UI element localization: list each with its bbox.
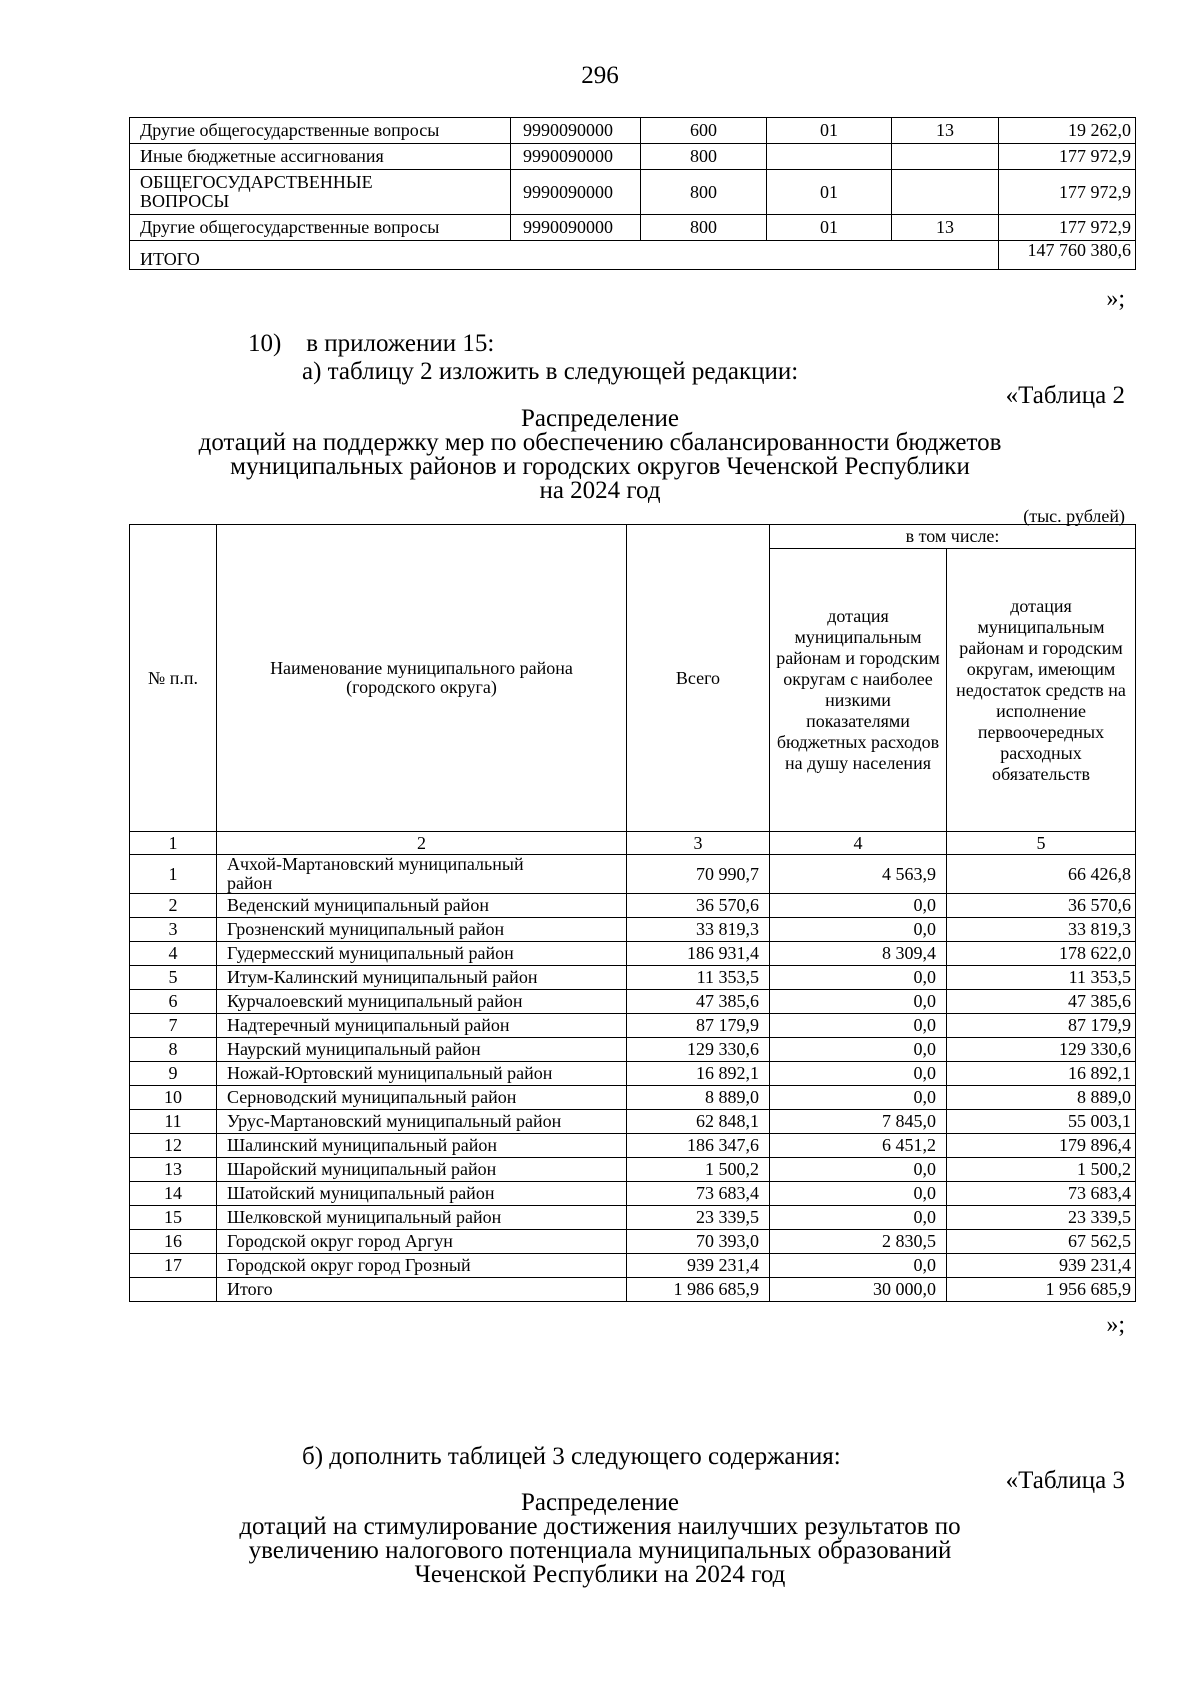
total-sum: 1 986 685,9 (627, 1278, 770, 1302)
row-col5: 1 500,2 (947, 1158, 1136, 1182)
table2-row (130, 918, 1136, 942)
row-col4: 8 309,4 (770, 942, 947, 966)
row-number: 17 (130, 1254, 217, 1278)
table2 (129, 524, 1136, 1302)
header-col4: дотация муниципальным районам и городским округам с наиболее низкими показателями бюджетных расходов на душу населения (770, 549, 947, 832)
row-number: 4 (130, 942, 217, 966)
row-district-name: Курчалоевский муниципальный район (217, 990, 627, 1014)
table2-total-row (130, 1278, 1136, 1302)
row-district-name: Ачхой-Мартановский муниципальный район (217, 855, 627, 894)
row-code: 9990090000 (511, 118, 641, 144)
row-rz: 01 (767, 118, 892, 144)
row-total: 47 385,6 (627, 990, 770, 1014)
row-amount: 177 972,9 (999, 215, 1136, 241)
row-amount: 177 972,9 (999, 170, 1136, 215)
row-total: 33 819,3 (627, 918, 770, 942)
table2-header-row (130, 525, 1136, 549)
row-district-name: Грозненский муниципальный район (217, 918, 627, 942)
row-vr: 800 (641, 215, 767, 241)
row-total: 70 393,0 (627, 1230, 770, 1254)
row-code: 9990090000 (511, 170, 641, 215)
row-col4: 4 563,9 (770, 855, 947, 894)
row-number: 2 (130, 894, 217, 918)
row-name: Другие общегосударственные вопросы (130, 215, 511, 241)
total-label: Итого (217, 1278, 627, 1302)
header-total: Всего (627, 525, 770, 832)
row-col5: 36 570,6 (947, 894, 1136, 918)
row-total: 8 889,0 (627, 1086, 770, 1110)
header-col5: дотация муниципальным районам и городским округам, имеющим недостаток средств на исполнение первоочередных расходных обязательств (947, 549, 1136, 832)
table2-heading-1: Распределение (521, 405, 679, 432)
row-number: 16 (130, 1230, 217, 1254)
continuation-total-label: ИТОГО (130, 241, 999, 270)
subitem-a: а) таблицу 2 изложить в следующей редакции: (302, 358, 799, 385)
continuation-table (129, 117, 1136, 270)
row-col5: 66 426,8 (947, 855, 1136, 894)
row-number: 12 (130, 1134, 217, 1158)
row-number: 11 (130, 1110, 217, 1134)
row-number: 15 (130, 1206, 217, 1230)
closing-quote: »; (1106, 286, 1125, 312)
table3-heading-2: дотаций на стимулирование достижения наилучших результатов по (239, 1513, 961, 1540)
row-col4: 0,0 (770, 1158, 947, 1182)
row-rz: 01 (767, 215, 892, 241)
row-district-name: Надтеречный муниципальный район (217, 1014, 627, 1038)
row-district-name: Итум-Калинский муниципальный район (217, 966, 627, 990)
row-district-name: Гудермесский муниципальный район (217, 942, 627, 966)
table3-heading-4: Чеченской Республики на 2024 год (414, 1561, 786, 1588)
row-col4: 0,0 (770, 1014, 947, 1038)
row-col5: 16 892,1 (947, 1062, 1136, 1086)
row-col5: 55 003,1 (947, 1110, 1136, 1134)
row-col4: 7 845,0 (770, 1110, 947, 1134)
table2-row (130, 855, 1136, 894)
header-no: № п.п. (130, 525, 217, 832)
row-total: 36 570,6 (627, 894, 770, 918)
row-district-name: Наурский муниципальный район (217, 1038, 627, 1062)
row-total: 73 683,4 (627, 1182, 770, 1206)
table2-row (130, 1206, 1136, 1230)
row-total: 939 231,4 (627, 1254, 770, 1278)
row-district-name: Шелковской муниципальный район (217, 1206, 627, 1230)
row-col4: 0,0 (770, 1206, 947, 1230)
table2-row (130, 1110, 1136, 1134)
table2-row (130, 1182, 1136, 1206)
row-pr (892, 170, 999, 215)
header-name: Наименование муниципального района (городского округа) (217, 525, 627, 832)
row-district-name: Шаройский муниципальный район (217, 1158, 627, 1182)
row-col5: 33 819,3 (947, 918, 1136, 942)
units-label: (тыс. рублей) (1023, 506, 1125, 526)
row-col4: 0,0 (770, 1086, 947, 1110)
table2-row (130, 1014, 1136, 1038)
table3-heading-1: Распределение (521, 1489, 679, 1516)
row-number: 13 (130, 1158, 217, 1182)
row-vr: 600 (641, 118, 767, 144)
row-col4: 0,0 (770, 918, 947, 942)
row-total: 186 347,6 (627, 1134, 770, 1158)
row-total: 70 990,7 (627, 855, 770, 894)
table2-row (130, 1254, 1136, 1278)
row-rz (767, 144, 892, 170)
header-including: в том числе: (770, 525, 1136, 549)
page-number: 296 (581, 62, 619, 89)
total-c4: 30 000,0 (770, 1278, 947, 1302)
row-total: 62 848,1 (627, 1110, 770, 1134)
row-amount: 19 262,0 (999, 118, 1136, 144)
table2-row (130, 894, 1136, 918)
table2-label: «Таблица 2 (1005, 382, 1125, 409)
row-vr: 800 (641, 144, 767, 170)
row-total: 16 892,1 (627, 1062, 770, 1086)
row-district-name: Веденский муниципальный район (217, 894, 627, 918)
col-index-5: 5 (947, 832, 1136, 855)
item-10 (248, 330, 494, 358)
table2-row (130, 1230, 1136, 1254)
row-col4: 0,0 (770, 1182, 947, 1206)
row-col5: 87 179,9 (947, 1014, 1136, 1038)
row-number: 7 (130, 1014, 217, 1038)
row-code: 9990090000 (511, 144, 641, 170)
continuation-row (130, 118, 1136, 144)
row-name: ОБЩЕГОСУДАРСТВЕННЫЕ ВОПРОСЫ (130, 170, 511, 215)
row-number: 3 (130, 918, 217, 942)
row-total: 1 500,2 (627, 1158, 770, 1182)
total-c5: 1 956 685,9 (947, 1278, 1136, 1302)
row-district-name: Шалинский муниципальный район (217, 1134, 627, 1158)
row-number: 9 (130, 1062, 217, 1086)
row-district-name: Ножай-Юртовский муниципальный район (217, 1062, 627, 1086)
table2-row (130, 1158, 1136, 1182)
continuation-row (130, 144, 1136, 170)
table2-heading-4: на 2024 год (539, 477, 661, 504)
continuation-total-amount: 147 760 380,6 (999, 241, 1136, 270)
row-col5: 179 896,4 (947, 1134, 1136, 1158)
col-index-4: 4 (770, 832, 947, 855)
col-index-3: 3 (627, 832, 770, 855)
table2-heading-3: муниципальных районов и городских округов Чеченской Республики (230, 453, 970, 480)
row-vr: 800 (641, 170, 767, 215)
row-pr: 13 (892, 215, 999, 241)
table2-row (130, 1062, 1136, 1086)
row-district-name: Городской округ город Аргун (217, 1230, 627, 1254)
row-col5: 939 231,4 (947, 1254, 1136, 1278)
row-number: 14 (130, 1182, 217, 1206)
continuation-row (130, 215, 1136, 241)
row-col5: 8 889,0 (947, 1086, 1136, 1110)
table3-label: «Таблица 3 (1005, 1467, 1125, 1494)
row-amount: 177 972,9 (999, 144, 1136, 170)
row-number: 8 (130, 1038, 217, 1062)
row-number: 1 (130, 855, 217, 894)
row-district-name: Шатойский муниципальный район (217, 1182, 627, 1206)
row-col5: 129 330,6 (947, 1038, 1136, 1062)
table2-heading-2: дотаций на поддержку мер по обеспечению сбалансированности бюджетов (198, 429, 1002, 456)
item-10-text: в приложении 15: (306, 330, 495, 357)
row-rz: 01 (767, 170, 892, 215)
row-col4: 0,0 (770, 1062, 947, 1086)
continuation-total-row (130, 241, 1136, 270)
row-number: 10 (130, 1086, 217, 1110)
col-index-1: 1 (130, 832, 217, 855)
row-name: Иные бюджетные ассигнования (130, 144, 511, 170)
table2-row (130, 942, 1136, 966)
row-district-name: Серноводский муниципальный район (217, 1086, 627, 1110)
row-col5: 23 339,5 (947, 1206, 1136, 1230)
row-pr (892, 144, 999, 170)
continuation-row (130, 170, 1136, 215)
row-district-name: Урус-Мартановский муниципальный район (217, 1110, 627, 1134)
row-col4: 0,0 (770, 1254, 947, 1278)
row-col5: 67 562,5 (947, 1230, 1136, 1254)
table2-row (130, 966, 1136, 990)
row-col4: 0,0 (770, 966, 947, 990)
table3-heading-3: увеличению налогового потенциала муниципальных образований (248, 1537, 952, 1564)
row-col5: 11 353,5 (947, 966, 1136, 990)
item-10-number: 10) (248, 330, 282, 357)
row-number: 5 (130, 966, 217, 990)
row-col4: 0,0 (770, 990, 947, 1014)
row-total: 129 330,6 (627, 1038, 770, 1062)
row-number: 6 (130, 990, 217, 1014)
row-total: 186 931,4 (627, 942, 770, 966)
row-pr: 13 (892, 118, 999, 144)
row-col5: 47 385,6 (947, 990, 1136, 1014)
subitem-b: б) дополнить таблицей 3 следующего содержания: (302, 1443, 841, 1470)
col-index-2: 2 (217, 832, 627, 855)
row-name: Другие общегосударственные вопросы (130, 118, 511, 144)
total-no (130, 1278, 217, 1302)
row-col4: 0,0 (770, 1038, 947, 1062)
table2-index-row (130, 832, 1136, 855)
table2-row (130, 990, 1136, 1014)
row-col4: 2 830,5 (770, 1230, 947, 1254)
table2-row (130, 1086, 1136, 1110)
table2-closing-quote: »; (1106, 1312, 1125, 1338)
row-col4: 0,0 (770, 894, 947, 918)
row-total: 11 353,5 (627, 966, 770, 990)
table2-row (130, 1038, 1136, 1062)
row-code: 9990090000 (511, 215, 641, 241)
row-district-name: Городской округ город Грозный (217, 1254, 627, 1278)
row-col5: 73 683,4 (947, 1182, 1136, 1206)
row-col5: 178 622,0 (947, 942, 1136, 966)
table2-row (130, 1134, 1136, 1158)
row-total: 87 179,9 (627, 1014, 770, 1038)
row-col4: 6 451,2 (770, 1134, 947, 1158)
row-total: 23 339,5 (627, 1206, 770, 1230)
